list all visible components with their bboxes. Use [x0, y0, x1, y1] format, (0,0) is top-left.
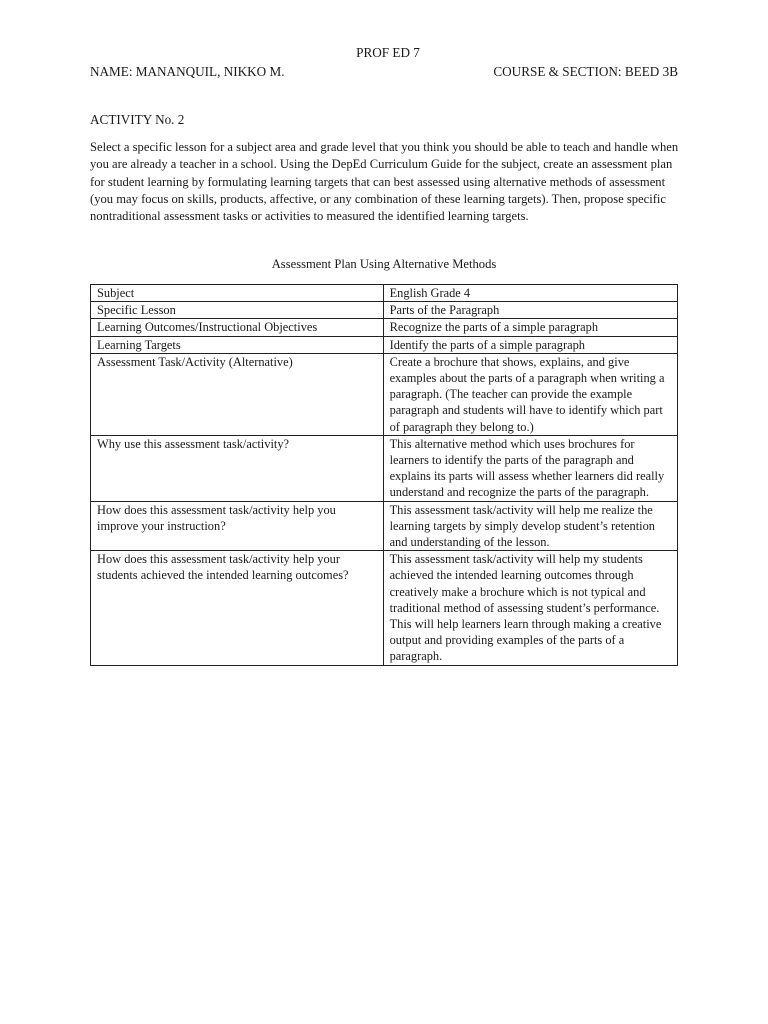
- row-value: Parts of the Paragraph: [383, 302, 677, 319]
- activity-instructions: Select a specific lesson for a subject area and grade level that you think you should be able to teach and handle when you are already a teacher in a school. Using the DepEd Curriculum Guide for the subject, create an assessment plan for student learning by formulating learning targets that can best assessed using alternative methods of assessment (you may focus on skills, products, affective, or any combination of these learning targets). Then, propose specific nontraditional assessment tasks or activities to measured the identified learning targets.: [90, 140, 679, 224]
- row-value: Recognize the parts of a simple paragraph: [383, 319, 677, 336]
- row-label: Specific Lesson: [91, 302, 384, 319]
- table-row: [91, 353, 678, 435]
- row-value: Create a brochure that shows, explains, and give examples about the parts of a paragraph when writing a paragraph. (The teacher can provide the example paragraph and students will have to identify which part of paragraph they belong to.): [383, 353, 677, 435]
- table-title: Assessment Plan Using Alternative Methods: [271, 257, 497, 271]
- row-label: Learning Targets: [91, 336, 384, 353]
- table-row: [91, 285, 678, 302]
- assessment-plan-table: [90, 284, 678, 666]
- row-label: How does this assessment task/activity help you improve your instruction?: [91, 501, 384, 551]
- course-code: PROF ED 7: [356, 45, 420, 60]
- course-section: COURSE & SECTION: BEED 3B: [493, 64, 678, 79]
- table-row: [91, 336, 678, 353]
- row-label: Assessment Task/Activity (Alternative): [91, 353, 384, 435]
- row-value: Identify the parts of a simple paragraph: [383, 336, 677, 353]
- row-value: This assessment task/activity will help me realize the learning targets by simply develop student’s retention and understanding of the lesson.: [383, 501, 677, 551]
- student-name: NAME: MANANQUIL, NIKKO M.: [90, 64, 285, 79]
- table-row: [91, 302, 678, 319]
- document-header: [90, 44, 678, 80]
- row-label: Why use this assessment task/activity?: [91, 435, 384, 501]
- table-row: [91, 435, 678, 501]
- row-label: How does this assessment task/activity help your students achieved the intended learning outcomes?: [91, 551, 384, 665]
- table-row: [91, 501, 678, 551]
- name-row: [90, 63, 678, 80]
- activity-title: ACTIVITY No. 2: [90, 112, 185, 127]
- table-row: [91, 319, 678, 336]
- row-label: Subject: [91, 285, 384, 302]
- row-value: English Grade 4: [383, 285, 677, 302]
- row-value: This assessment task/activity will help my students achieved the intended learning outcomes through creatively make a brochure which is not typical and traditional method of assessing student’s performance. This will help learners learn through making a creative output and providing examples of the parts of a paragraph.: [383, 551, 677, 665]
- row-value: This alternative method which uses brochures for learners to identify the parts of the paragraph and explains its parts will assess whether learners did really understand and recognize the parts of the paragraph.: [383, 435, 677, 501]
- row-label: Learning Outcomes/Instructional Objectives: [91, 319, 384, 336]
- table-row: [91, 551, 678, 665]
